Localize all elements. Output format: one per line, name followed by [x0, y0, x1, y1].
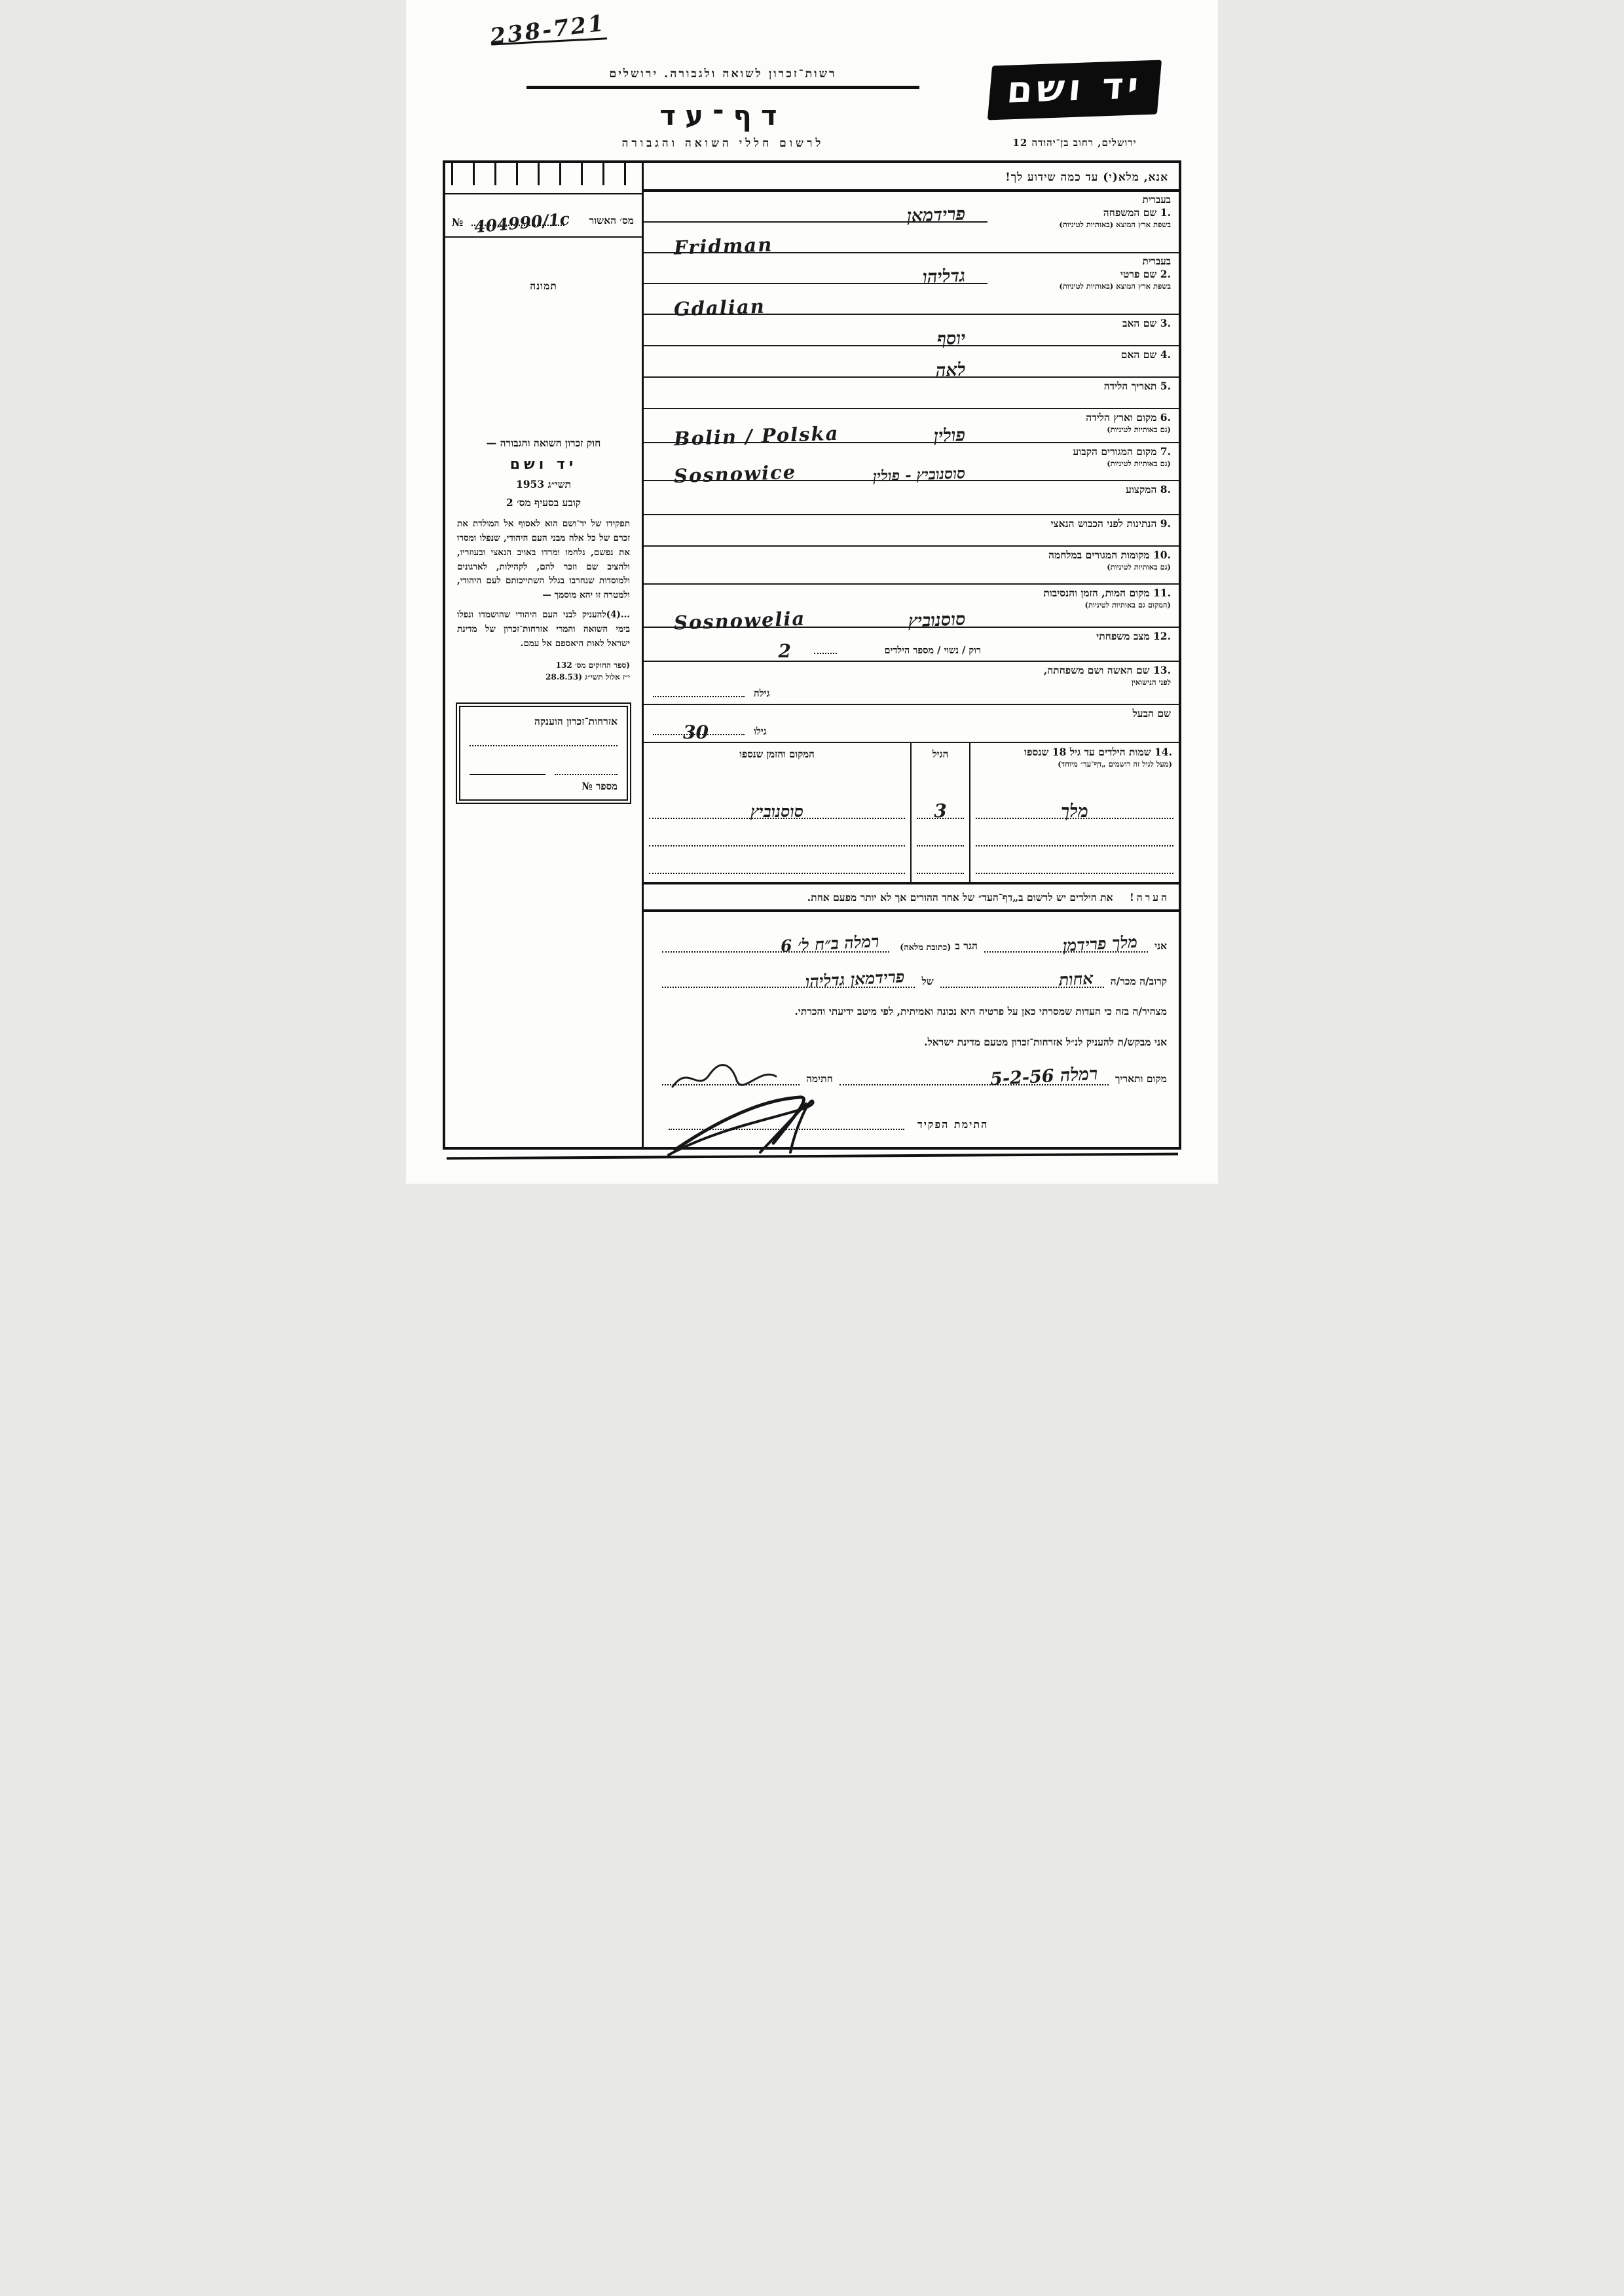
handwritten-family-name-hebrew: פרידמאן [906, 204, 966, 227]
field11-number: .11 [1153, 587, 1171, 599]
handwritten-death-place-latin: Sosnowelia [673, 607, 806, 634]
title-block [526, 67, 919, 150]
dotted-line [984, 932, 1148, 955]
fill-instruction: אנא, מלא(י) עד כמה שידוע לך! [644, 163, 1179, 192]
numero-symbol: № [452, 216, 464, 228]
field-father-name [644, 315, 1179, 350]
write-line [644, 346, 987, 381]
field4-label: שם האם [1120, 348, 1157, 361]
write-line [644, 515, 987, 545]
declaration-statement: מצהיר/ה בזה כי העדות שמסרתי כאן על פרטיה היא נכונה ואמיתית, לפי מיטב ידיעתי והכרתי. [794, 1005, 1167, 1017]
handwritten-children-count: 2 [778, 640, 791, 662]
field1-sublabel: בשפת ארץ המוצא (באותיות לטיניות) [1059, 220, 1171, 229]
handwritten-death-place-hebrew: סוסנוביץ [908, 609, 966, 632]
child-name-row [970, 792, 1179, 822]
perforation-ticks-strip [445, 163, 642, 194]
form-sidebar-column [445, 163, 642, 1147]
field3-label: שם האב [1122, 317, 1157, 329]
write-line [644, 284, 987, 321]
handwritten-husband-age: 30 [683, 721, 709, 743]
yad-vashem-logo: יד ושם [987, 60, 1162, 120]
citizenship-number-label: מספר [596, 780, 618, 792]
handwritten-first-name-hebrew: גדליהו [922, 265, 966, 288]
resides-label: הגר ב [955, 939, 978, 952]
write-line [644, 481, 987, 514]
handwritten-residence-latin: Sosnowice [673, 460, 797, 488]
testimony-form [443, 160, 1181, 1150]
field-first-name [644, 253, 1179, 321]
field11-label: מקום המות, הזמן והנסיבות [1043, 587, 1150, 599]
form-subtitle: לרשום חללי השואה והגבורה [621, 137, 824, 150]
law-text-block [445, 434, 642, 683]
age-column-header: הגיל [932, 748, 949, 760]
field7-label: מקום המגורים הקבוע [1073, 445, 1157, 458]
field6-label: מקום וארץ הלידה [1086, 411, 1157, 424]
note-label: הערה! [1129, 891, 1170, 903]
declaration-section [644, 912, 1179, 1147]
archival-number-handwritten: 238-721 [489, 10, 607, 50]
write-line [644, 315, 987, 350]
i-label: אני [1154, 939, 1167, 952]
photo-label: תמונה [530, 280, 557, 292]
memorial-citizenship-box [456, 702, 631, 804]
field-marital-status [644, 628, 1179, 662]
field5-number: .5 [1160, 380, 1171, 392]
field6-number: .6 [1160, 411, 1171, 424]
dotted-line [555, 766, 618, 775]
law-paragraph-2: ...(4)להעניק לבני העם היהודי שהושמדו ונפלו בימי השואה והמרי אזרחות־זכרון של מדינת ישראל לאות היאספם אל עמם. [457, 610, 630, 649]
field12-label: מצב משפחתי [1096, 630, 1150, 642]
of-label: של [921, 975, 934, 987]
field-mother-name [644, 346, 1179, 381]
field2-sublabel: בשפת ארץ המוצא (באותיות לטיניות) [1059, 282, 1171, 291]
handwritten-residence-hebrew: סוסנוביץ - פולין [872, 464, 966, 486]
law-clause: קובע בסעיף מס׳ 2 [506, 496, 581, 509]
handwritten-victim-name: פרידמאן גדליהו [805, 967, 906, 991]
field1-pre: בעברית [1142, 194, 1171, 206]
write-line [644, 443, 987, 488]
field-family-name [644, 192, 1179, 259]
husband-label: שם הבעל [1132, 707, 1171, 720]
field-wartime-residences [644, 547, 1179, 585]
law-heading: חוק זכרון השואה והגבורה — [486, 437, 601, 449]
write-line [644, 378, 987, 408]
clerk-signature-line [655, 1092, 1167, 1147]
dotted-line [662, 932, 889, 956]
relation-line [655, 967, 1167, 991]
handwritten-family-name-latin: Fridman [673, 233, 773, 259]
handwritten-birth-country-hebrew: פולין [933, 425, 966, 446]
field3-number: .3 [1160, 317, 1171, 329]
field1-label: שם המשפחה [1103, 206, 1157, 219]
field5-label: תאריך הלידה [1103, 380, 1157, 392]
form-header [443, 63, 1181, 150]
field14-number: .14 [1154, 746, 1172, 758]
signature-line [655, 1063, 1167, 1089]
children-table [644, 743, 1179, 884]
marital-options-printed: רוק / נשוי / מספר הילדים [884, 645, 981, 656]
field13-number: .13 [1153, 664, 1171, 676]
her-age-printed: גילה [754, 687, 770, 699]
law-year: תשי״ג 1953 [515, 478, 572, 490]
form-title: דף־עד [659, 100, 786, 132]
field-place-of-death [644, 585, 1179, 634]
note-line [644, 884, 1179, 912]
field-profession [644, 481, 1179, 515]
field10-number: .10 [1153, 549, 1171, 561]
field10-sublabel: (גם באותיות לטיניות) [1107, 562, 1171, 572]
child-name-row [970, 847, 1179, 874]
full-address-note: (כתובת מלאה) [900, 943, 951, 953]
handwritten-address: רמלה ב״ח ל׳ 6 [779, 932, 879, 956]
approval-number-cell [445, 194, 642, 238]
dotted-line [470, 745, 618, 746]
field11-sublabel: (המקום גם באותיות לטיניות) [1084, 600, 1171, 610]
dotted-line [662, 1070, 800, 1085]
law-reference-line2: י״ז אלול תשי״ג (28.8.53 [545, 672, 630, 682]
write-line [644, 409, 987, 450]
place-date-label: מקום ותאריך [1115, 1072, 1167, 1085]
dotted-line [662, 967, 915, 991]
address-line: ירושלים, רחוב בן־יהודה 12 [1012, 137, 1137, 149]
handwritten-declarant-name: מלך פרידמן [1062, 932, 1138, 955]
field2-number: .2 [1160, 268, 1171, 280]
field10-label: מקומות המגורים במלחמה [1048, 549, 1150, 561]
relative-label: קרוב/ה מכר/ה [1110, 975, 1167, 987]
write-line [644, 192, 987, 227]
field13-sublabel: לפני הנישואין [1131, 678, 1171, 687]
note-text: את הילדים יש לרשום ב„דף־העד״ של אחד ההורים אך לא יותר מפעם אחת. [807, 891, 1113, 903]
field2-pre: בעברית [1142, 255, 1171, 267]
handwritten-child-death-place: סוסנוביץ [750, 802, 803, 821]
write-line [644, 253, 987, 288]
field7-number: .7 [1160, 445, 1171, 458]
clerk-signature-label: התימת הפקיד [917, 1118, 989, 1131]
dotted-line [814, 653, 837, 654]
write-line [644, 223, 987, 259]
clerk-signature-scrawl [662, 1092, 911, 1157]
child-name-row [970, 819, 1179, 847]
solid-line [470, 766, 545, 775]
field-husband-name [644, 705, 1179, 743]
field14-sublabel: (מעל לגיל זה רושמים „דף־עד״ מיוחד) [1058, 759, 1172, 769]
field13-label: שם האשה ושם משפחתה, [1043, 664, 1150, 676]
field-birth-date [644, 378, 1179, 409]
field12-number: .12 [1153, 630, 1171, 642]
form-main-column [642, 163, 1179, 1147]
authority-line: רשות־זכרון לשואה ולגבורה. ירושלים [526, 67, 919, 89]
dotted-line [940, 968, 1104, 990]
handwritten-place-date: רמלה 5-2-56 [989, 1063, 1099, 1089]
field-birth-place [644, 409, 1179, 450]
place-column-header: המקום והזמן שנספו [739, 748, 815, 760]
approval-number-label: מס׳ האשור [589, 214, 634, 227]
field2-label: שם פרטי [1120, 268, 1157, 280]
handwritten-father-name: יוסף [936, 328, 966, 350]
witness-signature-scrawl [669, 1063, 780, 1092]
handwritten-birth-place-latin: Bolin / Polska [673, 422, 840, 450]
yad-vashem-law-logo-text: יד ושם [509, 456, 578, 473]
write-line [644, 547, 987, 583]
photo-area [445, 238, 642, 434]
field14-label: שמות הילדים עד גיל 18 שנספו [1024, 746, 1151, 758]
citizenship-box-title: אזרחות־זכרון הוענקה [534, 714, 618, 727]
law-paragraph-1: תפקידו של יד־ושם הוא לאסוף אל המולדת את זכרם של כל אלה מבני העם היהודי, שנפלו ומסרו את נפשם, נלחמו ומרדו באויב הנאצי ובעוזריו, ולהציב שם וזכר להם, לקהילות, לארגונים ולמוסדות שנחרבו בגלל השתייכותם לעם היהודי, ולמטרה זו יהא מוסמך — [457, 519, 630, 601]
field6-sublabel: (גם באותיות לטיניות) [1107, 425, 1171, 434]
signature-label: חתימה [806, 1072, 833, 1085]
field7-sublabel: (גם באותיות לטיניות) [1107, 459, 1171, 468]
scanned-testimony-page [406, 0, 1218, 1184]
field1-number: .1 [1160, 206, 1171, 219]
dotted-line [653, 696, 745, 697]
field8-label: המקצוע [1126, 483, 1157, 496]
field8-number: .8 [1160, 483, 1171, 496]
citizenship-request-statement: אני מבקש/ת להעניק לנ״ל אזרחות־זכרון מטעם מדינת ישראל. [924, 1036, 1167, 1049]
handwritten-mother-name: לאה [934, 359, 966, 381]
field9-number: .9 [1160, 517, 1171, 530]
law-reference-line1: (ספר החוקים מס׳ 132 [555, 660, 630, 670]
numero-symbol: № [581, 780, 593, 792]
field-citizenship-before-occupation [644, 515, 1179, 547]
handwritten-relation: אחות [1058, 968, 1094, 990]
yad-vashem-logo-block [973, 63, 1176, 149]
field-permanent-residence [644, 443, 1179, 488]
field9-label: הנתינות לפני הכבוש הנאצי [1050, 517, 1157, 530]
handwritten-approval-number: 404990/1c [473, 209, 571, 237]
write-line [644, 585, 987, 634]
field-wife-name [644, 662, 1179, 705]
declarant-line [655, 932, 1167, 956]
handwritten-child-age: 3 [934, 800, 947, 822]
handwritten-child-name: מלך [1061, 801, 1088, 822]
field4-number: .4 [1160, 348, 1171, 361]
handwritten-first-name-latin: Gdalian [673, 295, 766, 321]
dotted-line [840, 1063, 1109, 1089]
his-age-printed: גילו [754, 725, 767, 737]
